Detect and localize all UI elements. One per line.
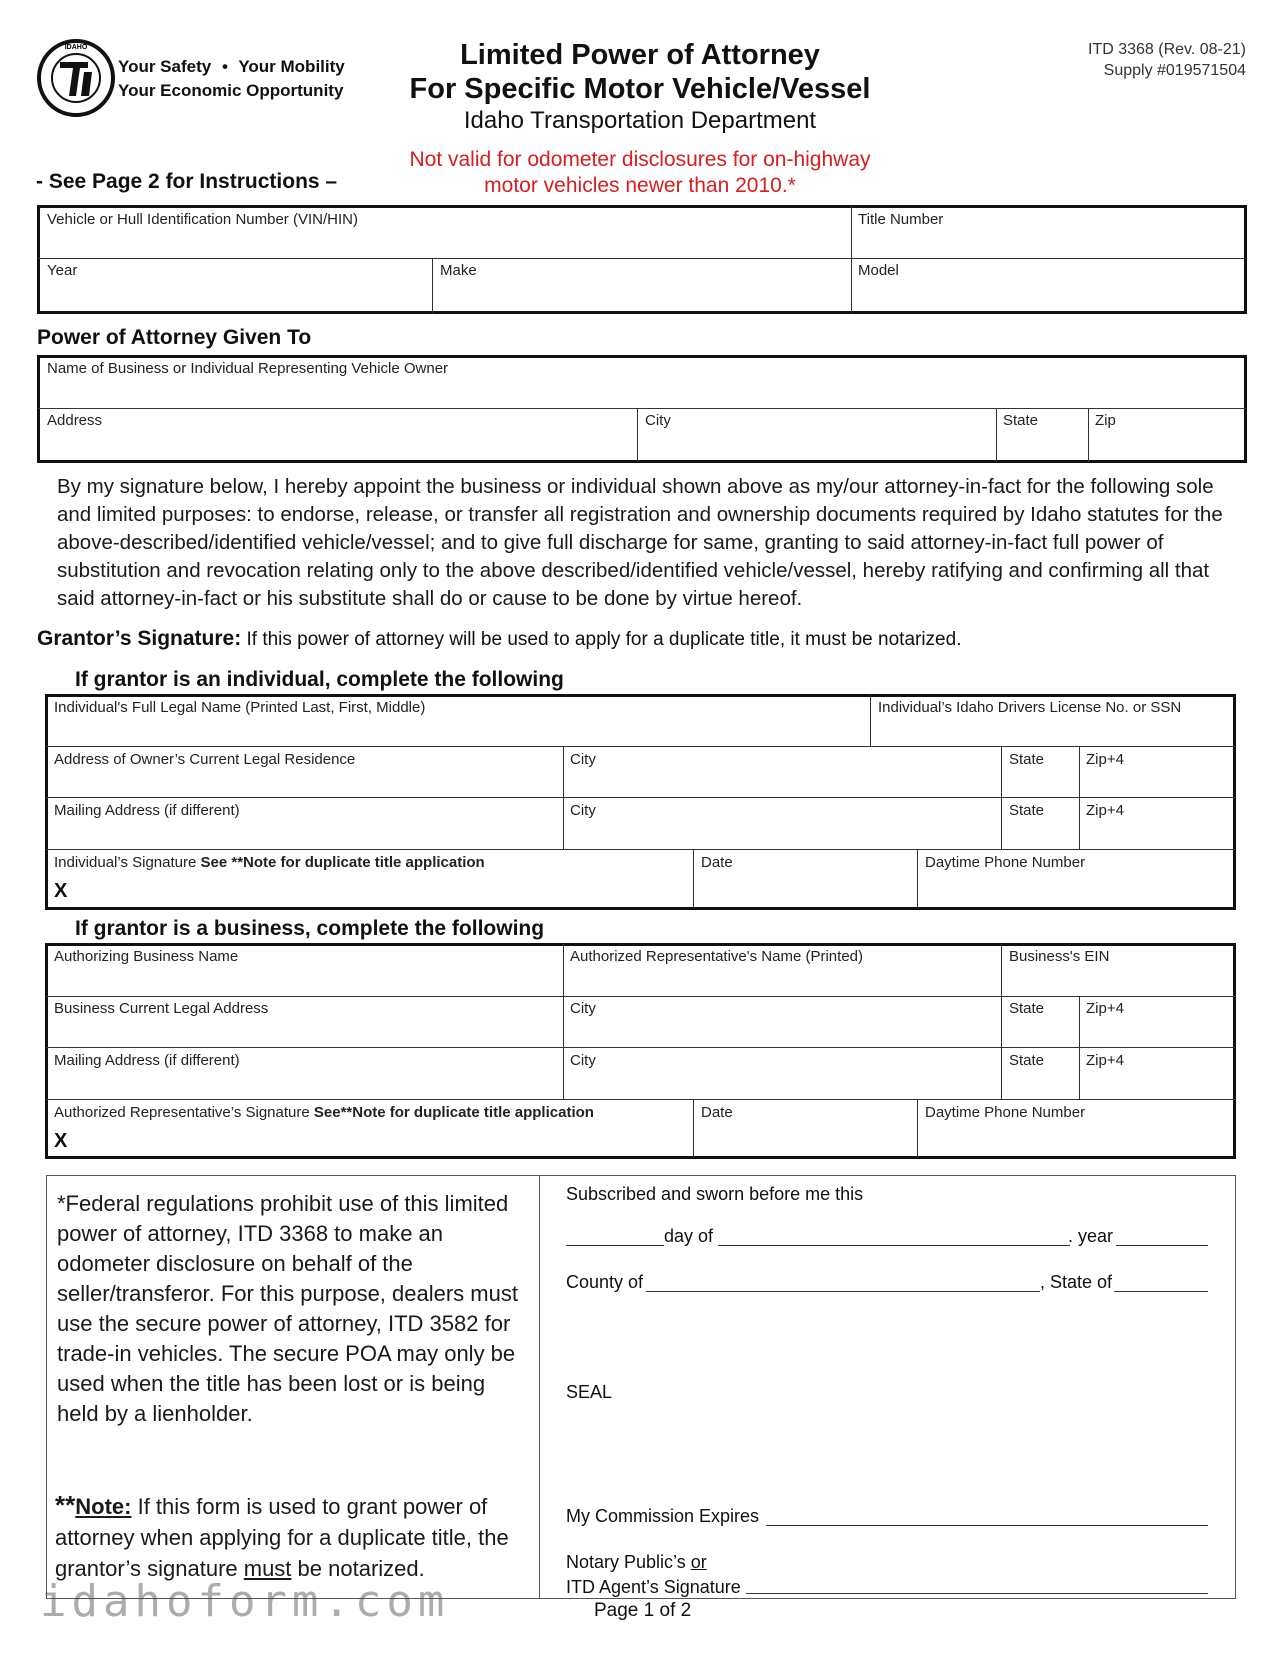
business-heading: If grantor is a business, complete the following xyxy=(75,917,545,940)
business-phone-field[interactable]: Daytime Phone Number xyxy=(925,1104,1086,1121)
individual-mailing-zip-field[interactable]: Zip+4 xyxy=(1086,802,1124,819)
divider xyxy=(46,996,1235,997)
divider xyxy=(46,797,1235,798)
attorney-name-field[interactable]: Name of Business or Individual Representing Vehicle Owner xyxy=(47,360,449,377)
divider xyxy=(563,747,564,849)
duplicate-title-note xyxy=(55,1490,535,1584)
warning-line-1: Not valid for odometer disclosures for on-highway xyxy=(409,148,871,171)
grantor-note: If this power of attorney will be used to apply for a duplicate title, it must be notarized. xyxy=(246,629,962,650)
business-signature-label: Authorized Representative’s Signature xyxy=(54,1104,310,1121)
commission-input-line[interactable] xyxy=(766,1525,1208,1526)
divider xyxy=(38,408,1246,409)
attorney-city-field[interactable]: City xyxy=(645,412,671,429)
department-name: Idaho Transportation Department xyxy=(463,107,817,134)
business-date-field[interactable]: Date xyxy=(701,1104,733,1121)
individual-residence-field[interactable]: Address of Owner’s Current Legal Residence xyxy=(54,751,356,768)
divider xyxy=(46,1047,1235,1048)
year-field[interactable]: Year xyxy=(47,262,78,279)
month-input-line[interactable] xyxy=(718,1245,1070,1246)
federal-footnote: *Federal regulations prohibit use of this limited power of attorney, ITD 3368 to make an odometer disclosure on behalf of the seller/transferor. For this purpose, dealers must use the secure power of attorney, ITD 3582 for trade-in vehicles. The secure POA may only be used when the title has been lost or is being held by a lienholder. xyxy=(57,1191,518,1426)
vin-field[interactable]: Vehicle or Hull Identification Number (VIN/HIN) xyxy=(47,211,358,228)
business-mailing-zip-field[interactable]: Zip+4 xyxy=(1086,1052,1124,1069)
seal-label: SEAL xyxy=(566,1382,613,1402)
individual-signature-field[interactable] xyxy=(54,854,485,871)
divider xyxy=(637,409,638,462)
individual-license-field[interactable]: Individual’s Idaho Drivers License No. or SSN xyxy=(878,699,1182,716)
individual-mailing-field[interactable]: Mailing Address (if different) xyxy=(54,802,240,819)
page-number: Page 1 of 2 xyxy=(594,1600,692,1621)
year-input-line[interactable] xyxy=(1116,1245,1208,1246)
individual-mailing-state-field[interactable]: State xyxy=(1009,802,1045,819)
instructions-reference: - See Page 2 for Instructions – xyxy=(36,170,338,193)
business-signature-field[interactable] xyxy=(54,1104,594,1121)
business-name-field[interactable]: Authorizing Business Name xyxy=(54,948,239,965)
business-address-field[interactable]: Business Current Legal Address xyxy=(54,1000,269,1017)
tagline xyxy=(118,55,345,103)
tagline-economic: Your Economic Opportunity xyxy=(118,81,344,100)
divider xyxy=(1079,747,1080,849)
form-title xyxy=(380,38,900,136)
title-number-field[interactable]: Title Number xyxy=(858,211,944,228)
make-field[interactable]: Make xyxy=(440,262,477,279)
business-address-city-field[interactable]: City xyxy=(570,1000,596,1017)
divider xyxy=(996,409,997,462)
individual-signature-mark: X xyxy=(54,880,68,902)
state-input-line[interactable] xyxy=(1114,1291,1208,1292)
business-mailing-city-field[interactable]: City xyxy=(570,1052,596,1069)
notary-signature-input-line[interactable] xyxy=(746,1593,1208,1594)
attorney-address-field[interactable]: Address xyxy=(47,412,103,429)
notary-signature-label xyxy=(566,1550,741,1600)
individual-residence-state-field[interactable]: State xyxy=(1009,751,1045,768)
individual-mailing-city-field[interactable]: City xyxy=(570,802,596,819)
year-label: . year xyxy=(1068,1226,1114,1246)
tagline-mobility: Your Mobility xyxy=(238,57,345,76)
form-number: ITD 3368 (Rev. 08-21) xyxy=(1088,41,1246,58)
business-address-state-field[interactable]: State xyxy=(1009,1000,1045,1017)
note-text-1: If this form is used to grant power of attorney when applying for a duplicate title, the grantor’s signature xyxy=(55,1494,509,1581)
divider xyxy=(870,695,871,746)
individual-residence-city-field[interactable]: City xyxy=(570,751,596,768)
divider xyxy=(693,850,694,908)
county-of-label: County of xyxy=(566,1272,644,1292)
divider xyxy=(46,849,1235,850)
day-of-label: day of xyxy=(664,1226,714,1246)
county-input-line[interactable] xyxy=(646,1291,1040,1292)
tagline-safety: Your Safety xyxy=(118,57,212,76)
divider xyxy=(539,1176,540,1598)
form-title-line1: Limited Power of Attorney xyxy=(460,39,820,71)
business-signature-note: See**Note for duplicate title application xyxy=(313,1104,594,1121)
watermark: idahoform.com xyxy=(40,1576,450,1627)
business-rep-name-field[interactable]: Authorized Representative's Name (Printed) xyxy=(570,948,863,965)
divider xyxy=(1001,944,1002,1099)
itd-logo xyxy=(36,38,116,118)
divider xyxy=(46,1099,1235,1100)
state-of-label: , State of xyxy=(1040,1272,1113,1292)
tagline-bullet: • xyxy=(221,57,228,76)
notary-public-label: Notary Public’s xyxy=(566,1552,691,1572)
business-address-zip-field[interactable]: Zip+4 xyxy=(1086,1000,1124,1017)
divider xyxy=(46,746,1235,747)
warning-line-2: motor vehicles newer than 2010.* xyxy=(484,174,796,197)
business-section xyxy=(45,943,1236,1159)
divider xyxy=(917,850,918,908)
divider xyxy=(38,258,1246,259)
attorney-state-field[interactable]: State xyxy=(1003,412,1039,429)
odometer-warning xyxy=(380,147,900,199)
grantor-signature-line xyxy=(37,627,961,651)
divider xyxy=(432,259,433,313)
itd-agent-label: ITD Agent’s Signature xyxy=(566,1577,741,1597)
divider xyxy=(1079,997,1080,1099)
individual-signature-note: See **Note for duplicate title application xyxy=(200,854,485,871)
day-input-line[interactable] xyxy=(566,1245,664,1246)
divider xyxy=(693,1100,694,1157)
individual-signature-label: Individual’s Signature xyxy=(54,854,197,871)
poa-heading: Power of Attorney Given To xyxy=(37,326,312,349)
commission-label: My Commission Expires xyxy=(566,1506,760,1526)
note-must: must xyxy=(243,1556,292,1581)
divider xyxy=(917,1100,918,1157)
svg-text:IDAHO: IDAHO xyxy=(64,44,88,51)
supply-number: Supply #019571504 xyxy=(1103,62,1246,79)
divider xyxy=(1001,747,1002,849)
model-field[interactable]: Model xyxy=(858,262,899,279)
business-ein-field[interactable]: Business's EIN xyxy=(1009,948,1110,965)
appointment-statement: By my signature below, I hereby appoint the business or individual shown above as my/our attorney-in-fact for the following sole and limited purposes: to endorse, release, or transfer all registration and ownership documents required by Idaho statutes for the above-described/identified vehicle/vessel; and to give full discharge for same, granting to said attorney-in-fact full power of substitution and revocation relating only to the above described/identified vehicle/vessel, hereby ratifying and confirming all that said attorney-in-fact or his substitute shall do or cause to be done by virtue hereof. xyxy=(57,475,1223,610)
individual-phone-field[interactable]: Daytime Phone Number xyxy=(925,854,1086,871)
notary-or: or xyxy=(690,1552,707,1572)
individual-date-field[interactable]: Date xyxy=(701,854,733,871)
business-mailing-state-field[interactable]: State xyxy=(1009,1052,1045,1069)
attorney-zip-field[interactable]: Zip xyxy=(1095,412,1116,429)
business-signature-mark: X xyxy=(54,1130,68,1152)
individual-residence-zip-field[interactable]: Zip+4 xyxy=(1086,751,1124,768)
form-title-line2: For Specific Motor Vehicle/Vessel xyxy=(409,73,871,105)
note-label: Note: xyxy=(75,1494,132,1519)
form-id xyxy=(1088,39,1246,81)
notary-sworn-text: Subscribed and sworn before me this xyxy=(566,1184,864,1204)
divider xyxy=(851,206,852,313)
business-mailing-field[interactable]: Mailing Address (if different) xyxy=(54,1052,240,1069)
note-stars: ** xyxy=(55,1490,76,1520)
divider xyxy=(1088,409,1089,462)
grantor-heading: Grantor’s Signature: xyxy=(37,627,242,650)
note-text-2: be notarized. xyxy=(291,1556,425,1581)
individual-heading: If grantor is an individual, complete the following xyxy=(75,668,564,691)
divider xyxy=(563,944,564,1099)
individual-name-field[interactable]: Individual's Full Legal Name (Printed Last, First, Middle) xyxy=(54,699,426,716)
